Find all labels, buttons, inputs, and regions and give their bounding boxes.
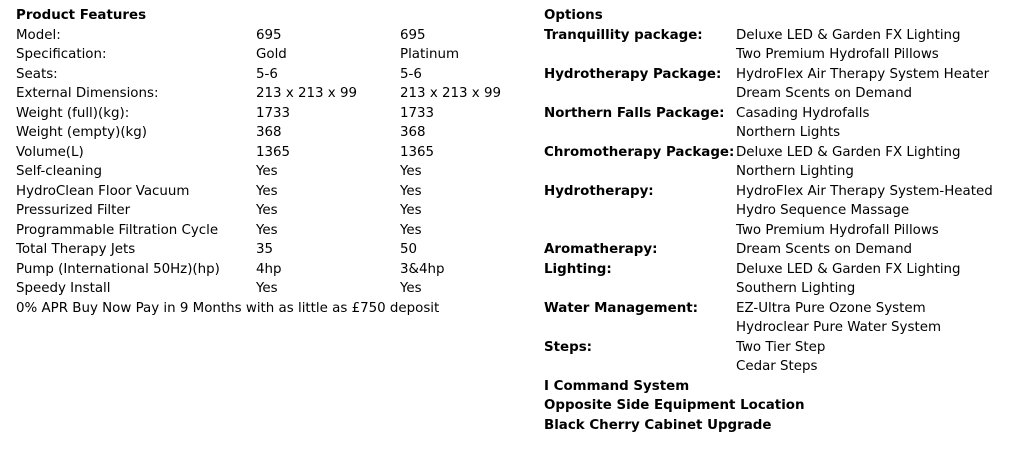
feature-row bbox=[16, 65, 536, 85]
feature-value-gold: Gold bbox=[256, 47, 287, 62]
feature-value-platinum: 368 bbox=[400, 125, 426, 140]
option-value: Two Premium Hydrofall Pillows bbox=[736, 47, 939, 62]
feature-label: Weight (full)(kg): bbox=[16, 105, 130, 121]
option-value: Casading Hydrofalls bbox=[736, 105, 870, 121]
option-value: Two Premium Hydrofall Pillows bbox=[736, 222, 939, 238]
feature-value-platinum: Platinum bbox=[400, 47, 459, 62]
feature-label: External Dimensions: bbox=[16, 86, 159, 101]
option-value: Hydro Sequence Massage bbox=[736, 203, 910, 218]
option-label: Hydrotherapy: bbox=[544, 183, 654, 199]
option-value: Hydroclear Pure Water System bbox=[736, 320, 941, 335]
feature-label: Weight (empty)(kg) bbox=[16, 125, 148, 140]
option-label: Opposite Side Equipment Location bbox=[544, 398, 805, 413]
feature-label: Programmable Filtration Cycle bbox=[16, 222, 219, 238]
feature-row bbox=[16, 221, 536, 241]
feature-value-platinum: Yes bbox=[400, 222, 422, 238]
option-label: Black Cherry Cabinet Upgrade bbox=[544, 417, 772, 433]
feature-row bbox=[16, 104, 536, 124]
option-row bbox=[544, 65, 1004, 85]
feature-row bbox=[16, 182, 536, 202]
option-row bbox=[544, 162, 1004, 182]
feature-label: Specification: bbox=[16, 47, 107, 62]
option-value: Northern Lights bbox=[736, 125, 841, 140]
feature-value-platinum: 3&4hp bbox=[400, 261, 445, 277]
feature-value-platinum: 5-6 bbox=[400, 66, 422, 82]
option-row bbox=[544, 84, 1004, 104]
feature-value-platinum: Yes bbox=[400, 203, 422, 218]
option-row bbox=[544, 338, 1004, 358]
option-row bbox=[544, 240, 1004, 260]
feature-row bbox=[16, 143, 536, 163]
feature-row bbox=[16, 45, 536, 65]
option-value: Deluxe LED & Garden FX Lighting bbox=[736, 27, 961, 43]
option-row bbox=[544, 377, 1004, 397]
feature-value-gold: Yes bbox=[256, 281, 278, 296]
option-row bbox=[544, 182, 1004, 202]
feature-row bbox=[16, 26, 536, 46]
option-value: Deluxe LED & Garden FX Lighting bbox=[736, 144, 961, 160]
option-value: Southern Lighting bbox=[736, 281, 856, 296]
feature-value-gold: 368 bbox=[256, 125, 282, 140]
option-value: Dream Scents on Demand bbox=[736, 242, 913, 257]
option-row bbox=[544, 221, 1004, 241]
option-row bbox=[544, 143, 1004, 163]
feature-label: Pump (International 50Hz)(hp) bbox=[16, 261, 220, 277]
feature-label: Seats: bbox=[16, 66, 58, 82]
feature-value-gold: 1365 bbox=[256, 144, 291, 160]
finance-note: 0% APR Buy Now Pay in 9 Months with as little as £750 deposit bbox=[16, 300, 440, 316]
option-row bbox=[544, 45, 1004, 65]
feature-row bbox=[16, 240, 536, 260]
feature-row bbox=[16, 201, 536, 221]
feature-label: Volume(L) bbox=[16, 144, 84, 160]
option-row bbox=[544, 416, 1004, 436]
option-label: Northern Falls Package: bbox=[544, 105, 725, 121]
option-value: Deluxe LED & Garden FX Lighting bbox=[736, 261, 961, 277]
feature-label: Total Therapy Jets bbox=[16, 242, 136, 257]
feature-value-gold: 695 bbox=[256, 27, 282, 43]
option-label: I Command System bbox=[544, 378, 690, 394]
option-label: Aromatherapy: bbox=[544, 242, 658, 257]
features-title: Product Features bbox=[16, 8, 147, 23]
option-row bbox=[544, 26, 1004, 46]
feature-label: Self-cleaning bbox=[16, 164, 102, 179]
feature-label: HydroClean Floor Vacuum bbox=[16, 183, 190, 199]
feature-label: Pressurized Filter bbox=[16, 203, 131, 218]
option-value: HydroFlex Air Therapy System Heater bbox=[736, 66, 990, 82]
option-value: Two Tier Step bbox=[736, 339, 826, 355]
feature-row bbox=[16, 123, 536, 143]
option-value: Dream Scents on Demand bbox=[736, 86, 913, 101]
feature-row bbox=[16, 162, 536, 182]
feature-value-platinum: 695 bbox=[400, 27, 426, 43]
feature-value-gold: 4hp bbox=[256, 261, 282, 277]
feature-value-gold: Yes bbox=[256, 203, 278, 218]
feature-row bbox=[16, 84, 536, 104]
option-row bbox=[544, 357, 1004, 377]
option-label: Tranquillity package: bbox=[544, 27, 703, 43]
option-row bbox=[544, 104, 1004, 124]
feature-value-gold: 1733 bbox=[256, 105, 291, 121]
option-row bbox=[544, 201, 1004, 221]
feature-row bbox=[16, 279, 536, 299]
feature-value-gold: Yes bbox=[256, 222, 278, 238]
feature-value-platinum: 213 x 213 x 99 bbox=[400, 86, 502, 101]
option-label: Chromotherapy Package: bbox=[544, 144, 735, 160]
feature-label: Speedy Install bbox=[16, 281, 111, 296]
option-value: Northern Lighting bbox=[736, 164, 854, 179]
option-label: Water Management: bbox=[544, 300, 698, 316]
feature-value-platinum: 1733 bbox=[400, 105, 435, 121]
feature-value-platinum: Yes bbox=[400, 164, 422, 179]
option-label: Steps: bbox=[544, 339, 593, 355]
option-row bbox=[544, 279, 1004, 299]
option-row bbox=[544, 396, 1004, 416]
feature-label: Model: bbox=[16, 27, 61, 43]
feature-value-gold: Yes bbox=[256, 164, 278, 179]
option-value: HydroFlex Air Therapy System-Heated bbox=[736, 183, 993, 199]
feature-value-gold: 213 x 213 x 99 bbox=[256, 86, 358, 101]
feature-value-platinum: Yes bbox=[400, 281, 422, 296]
option-row bbox=[544, 318, 1004, 338]
feature-value-platinum: Yes bbox=[400, 183, 422, 199]
option-label: Hydrotherapy Package: bbox=[544, 66, 722, 82]
option-row bbox=[544, 123, 1004, 143]
option-value: EZ-Ultra Pure Ozone System bbox=[736, 300, 926, 316]
feature-row bbox=[16, 260, 536, 280]
option-row bbox=[544, 260, 1004, 280]
option-value: Cedar Steps bbox=[736, 359, 818, 374]
options-title: Options bbox=[544, 8, 603, 23]
option-row bbox=[544, 299, 1004, 319]
feature-value-gold: Yes bbox=[256, 183, 278, 199]
feature-value-gold: 5-6 bbox=[256, 66, 278, 82]
option-label: Lighting: bbox=[544, 261, 612, 277]
feature-value-platinum: 50 bbox=[400, 242, 418, 257]
feature-value-platinum: 1365 bbox=[400, 144, 435, 160]
feature-value-gold: 35 bbox=[256, 242, 274, 257]
